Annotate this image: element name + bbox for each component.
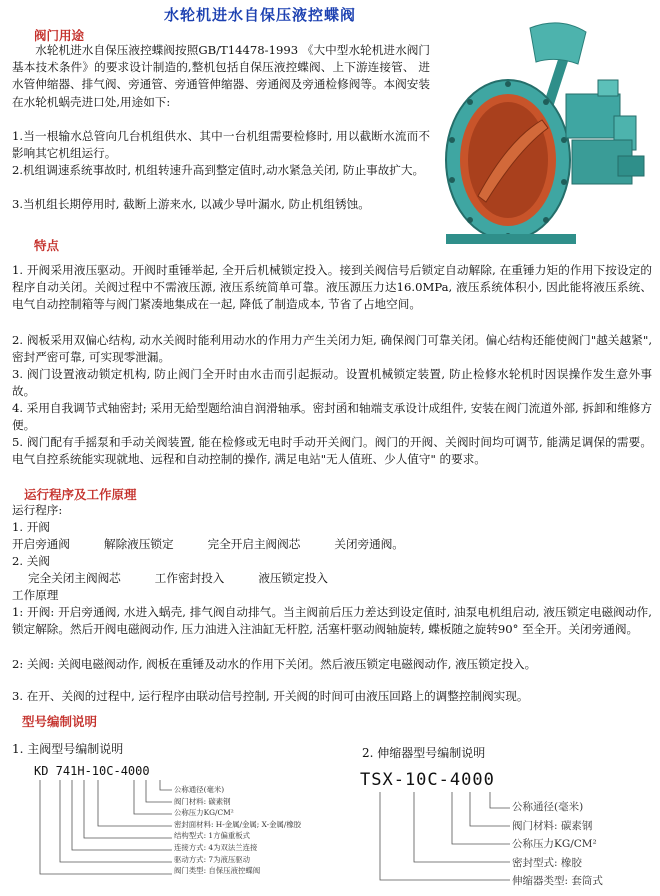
open-steps	[12, 536, 438, 552]
exp-legend-4: 密封型式: 橡胶	[512, 856, 582, 869]
main-model-leader-lines	[34, 780, 174, 890]
main-model-title: 1. 主阀型号编制说明	[12, 742, 124, 756]
procedure-label: 运行程序:	[12, 503, 63, 517]
main-model-code: KD 741H-10C-4000	[34, 764, 150, 778]
usage-item-2: 2.机组调速系统事故时, 机组转速升高到整定值时,动水紧急关闭, 防止事故扩大。	[12, 163, 425, 177]
close-step-2: 工作密封投入	[154, 571, 225, 585]
feature-item-1: 1. 开阀采用液压驱动。开阀时重锤举起, 全开后机械锁定投入。接到关阀信号后锁定自动解除, 在重锤力矩的作用下按设定的程序自动关闭。关阀过程中不需液压源, 液压系统简单可靠。液压源压力达16.0MPa, 液压系统体积小, 因此能将液压系统、电气自动控制箱等与阀门紧凑地集成在一起, 降低了制造成本, 节省了占地空间。	[12, 263, 652, 312]
exp-legend-3: 公称压力KG/CM²	[512, 838, 597, 851]
main-legend-6: 连接方式: 4为双法兰连接	[174, 842, 258, 852]
open-label: 1. 开阀	[12, 520, 50, 534]
main-legend-7: 驱动方式: 7为液压驱动	[174, 854, 251, 864]
main-legend-3: 公称压力KG/CM²	[174, 808, 234, 818]
open-step-1: 开启旁通阀	[12, 537, 70, 551]
feature-item-3: 3. 阀门设置液动锁定机构, 防止阀门全开时由水击而引起振动。设置机械锁定装置, 防止检修水轮机时因误操作发生意外事故。	[12, 367, 652, 399]
expansion-model-code: TSX-10C-4000	[360, 770, 495, 790]
principle-item-1: 1: 开阀: 开启旁通阀, 水进入蜗壳, 排气阀自动排气。当主阀前后压力差达到设定值时, 油泵电机组启动, 液压锁定电磁阀动作, 锁定解除。然后开阀电磁阀动作, 压力油进入注油缸无杆腔, 活塞杆驱动阀轴旋转, 蝶板随之旋转90° 至全开。关闭旁通阀。	[12, 605, 652, 637]
exp-legend-1: 公称通径(毫米)	[512, 801, 584, 813]
expansion-model-title: 2. 伸缩器型号编制说明	[362, 746, 486, 760]
close-step-3: 液压锁定投入	[258, 571, 328, 585]
expansion-model-legend	[512, 798, 603, 891]
usage-item-1: 1.当一根输水总管向几台机组供水、其中一台机组需要检修时, 用以截断水流而不影响其它机组运行。	[12, 129, 430, 161]
section-features-heading: 特点	[34, 238, 60, 253]
open-step-2: 解除液压锁定	[103, 537, 174, 551]
principle-item-2: 2: 关阀: 关阀电磁阀动作, 阀板在重锤及动水的作用下关闭。然后液压锁定电磁阀动作, 液压锁定投入。	[12, 657, 537, 671]
open-step-3: 完全开启主阀阀芯	[207, 537, 301, 551]
butterfly-valve-photo	[438, 20, 650, 250]
main-legend-1: 公称通径(毫米)	[174, 785, 225, 794]
close-steps	[28, 570, 362, 586]
usage-item-3: 3.当机组长期停用时, 截断上游来水, 以减少导叶漏水, 防止机组锈蚀。	[12, 197, 370, 211]
main-legend-5: 结构型式: 1方偏重板式	[174, 831, 251, 841]
close-label: 2. 关阀	[12, 554, 50, 568]
section-usage-heading: 阀门用途	[34, 28, 85, 43]
page-title: 水轮机进水自保压液控蝶阀	[163, 6, 356, 24]
principle-label: 工作原理	[12, 588, 59, 602]
feature-item-2: 2. 阀板采用双偏心结构, 动水关阀时能利用动水的作用力产生关闭力矩, 确保阀门可靠关闭。偏心结构还能使阀门"越关越紧", 密封严密可靠, 可实现零泄漏。	[12, 333, 652, 365]
usage-intro: 水轮机进水自保压液控蝶阀按照GB/T14478-1993 《大中型水轮机进水阀门基本技术条件》的要求设计制造的,整机包括自保压液控蝶阀、上下游连接管、 进水管伸缩器、排气阀、旁通管、旁通管伸缩器、旁通阀及旁通检修阀等。本阀安装在水轮机蜗壳进口处,用途如下:	[12, 43, 430, 109]
section-model-heading: 型号编制说明	[22, 714, 98, 729]
main-model-legend	[174, 784, 301, 877]
feature-item-5: 5. 阀门配有手摇泵和手动关阀装置, 能在检修或无电时手动开关阀门。阀门的开阀、关阀时间均可调节, 能满足调保的需要。电气自控系统能实现就地、远程和自动控制的操作, 满足电站"无人值班、少人值守" 的要求。	[12, 435, 652, 467]
main-legend-8: 阀门类型: 自保压液控蝶阀	[174, 866, 261, 876]
main-legend-4: 密封面材料: H-金属/金属; X-金属/橡胶	[174, 819, 302, 829]
feature-item-4: 4. 采用自我调节式轴密封; 采用无給型题给油自润滑轴承。密封函和轴端支承设计成组件, 安装在阀门流道外部, 拆卸和维修方便。	[12, 401, 652, 433]
main-legend-2: 阀门材料: 碳素钢	[174, 796, 231, 806]
exp-legend-5: 伸缩器类型: 套筒式	[512, 875, 603, 888]
open-step-4: 关闭旁通阀。	[334, 537, 404, 551]
expansion-model-leader-lines	[362, 792, 512, 892]
exp-legend-2: 阀门材料: 碳素钢	[512, 819, 593, 832]
section-procedure-heading: 运行程序及工作原理	[24, 487, 137, 502]
principle-item-3: 3. 在开、关阀的过程中, 运行程序由联动信号控制, 开关阀的时间可由液压回路上的调整控制阀实现。	[12, 689, 529, 703]
close-step-1: 完全关闭主阀阀芯	[28, 571, 121, 585]
